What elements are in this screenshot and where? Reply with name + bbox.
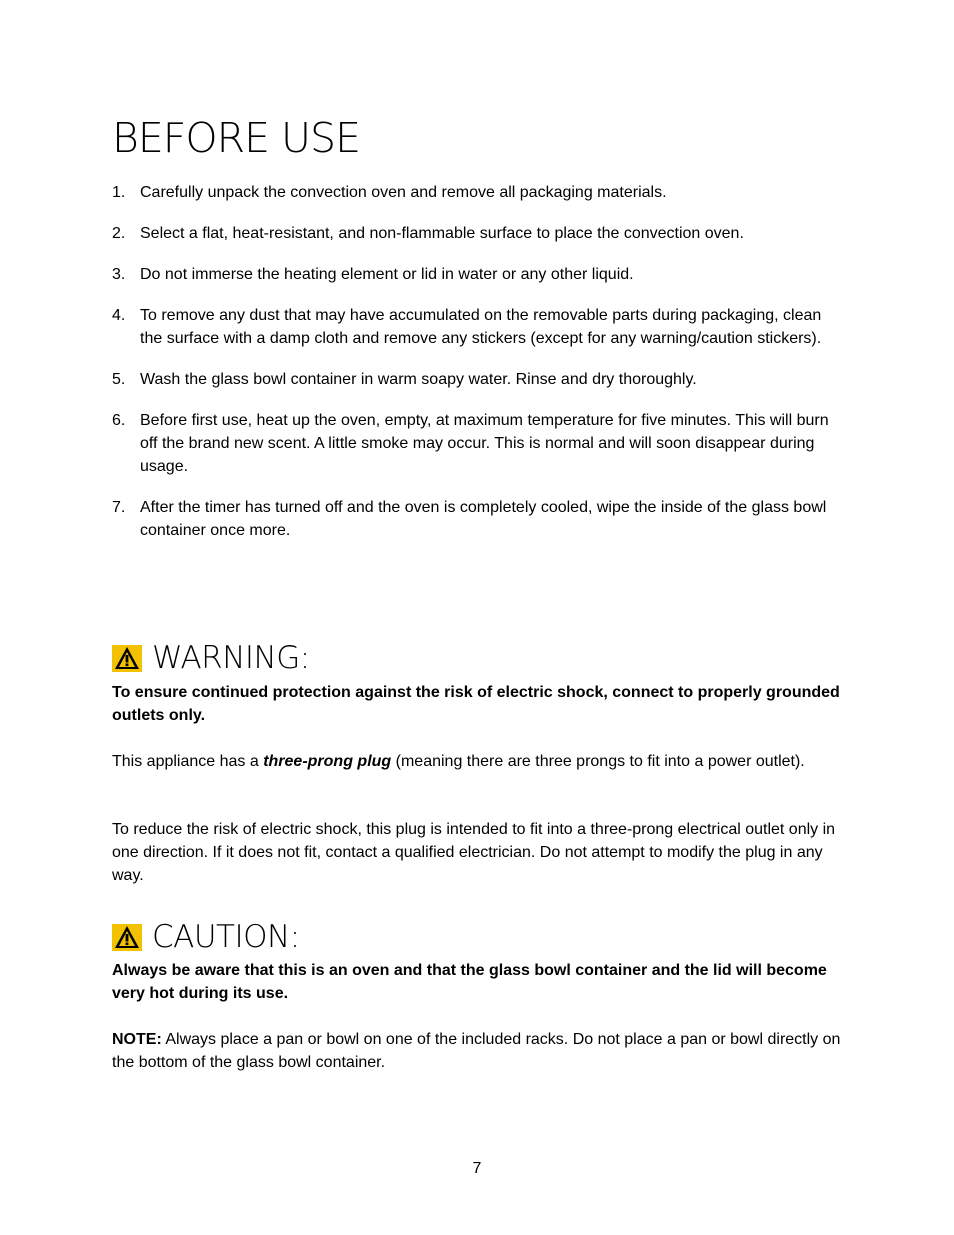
caution-heading bbox=[112, 917, 300, 957]
plug-emphasis: three-prong plug bbox=[263, 753, 392, 770]
step-number: 1. bbox=[112, 184, 126, 201]
step-number: 6. bbox=[112, 412, 126, 429]
page-number: 7 bbox=[472, 1160, 482, 1177]
step-number: 7. bbox=[112, 499, 126, 516]
list-item bbox=[112, 304, 842, 350]
plug-text-post: (meaning there are three prongs to fit into a power outlet). bbox=[391, 753, 805, 770]
warning-heading bbox=[112, 638, 310, 678]
step-number: 3. bbox=[112, 266, 126, 283]
list-item bbox=[112, 181, 842, 204]
note-text: Always place a pan or bowl on one of the included racks. Do not place a pan or bowl directly on the bottom of the glass bowl container. bbox=[112, 1031, 841, 1071]
note-paragraph bbox=[112, 1028, 842, 1074]
step-number: 4. bbox=[112, 307, 126, 324]
before-use-steps bbox=[112, 181, 842, 560]
step-text: Select a flat, heat-resistant, and non-flammable surface to place the convection oven. bbox=[140, 225, 744, 242]
step-number: 5. bbox=[112, 371, 126, 388]
step-number: 2. bbox=[112, 225, 126, 242]
step-text: Do not immerse the heating element or lid in water or any other liquid. bbox=[140, 266, 634, 283]
plug-text-pre: This appliance has a bbox=[112, 753, 264, 770]
note-label: NOTE: bbox=[112, 1031, 162, 1048]
list-item bbox=[112, 409, 842, 478]
warning-triangle-icon bbox=[112, 645, 142, 672]
step-text: To remove any dust that may have accumulated on the removable parts during packaging, clean the surface with a damp cloth and remove any stickers (except for any warning/caution stickers). bbox=[140, 307, 822, 347]
caution-heading-text: CAUTION: bbox=[152, 919, 300, 955]
reduce-risk-paragraph: To reduce the risk of electric shock, this plug is intended to fit into a three-prong electrical outlet only in one direction. If it does not fit, contact a qualified electrician. Do not attempt to modify the plug in any way. bbox=[112, 821, 836, 884]
warning-triangle-icon bbox=[112, 924, 142, 951]
warning-bold-text: To ensure continued protection against the risk of electric shock, connect to properly grounded outlets only. bbox=[112, 684, 840, 724]
step-text: Carefully unpack the convection oven and remove all packaging materials. bbox=[140, 184, 667, 201]
caution-bold-text: Always be aware that this is an oven and that the glass bowl container and the lid will become very hot during its use. bbox=[112, 962, 827, 1002]
warning-heading-text: WARNING: bbox=[152, 640, 310, 676]
plug-paragraph bbox=[112, 750, 842, 773]
step-text: Before first use, heat up the oven, empty, at maximum temperature for five minutes. This will burn off the brand new scent. A little smoke may occur. This is normal and will soon disappear during usage. bbox=[140, 412, 829, 475]
step-text: Wash the glass bowl container in warm soapy water. Rinse and dry thoroughly. bbox=[140, 371, 697, 388]
list-item bbox=[112, 368, 842, 391]
list-item bbox=[112, 222, 842, 245]
list-item bbox=[112, 496, 842, 542]
step-text: After the timer has turned off and the oven is completely cooled, wipe the inside of the glass bowl container once more. bbox=[140, 499, 827, 539]
page-title: BEFORE USE bbox=[112, 114, 360, 162]
list-item bbox=[112, 263, 842, 286]
